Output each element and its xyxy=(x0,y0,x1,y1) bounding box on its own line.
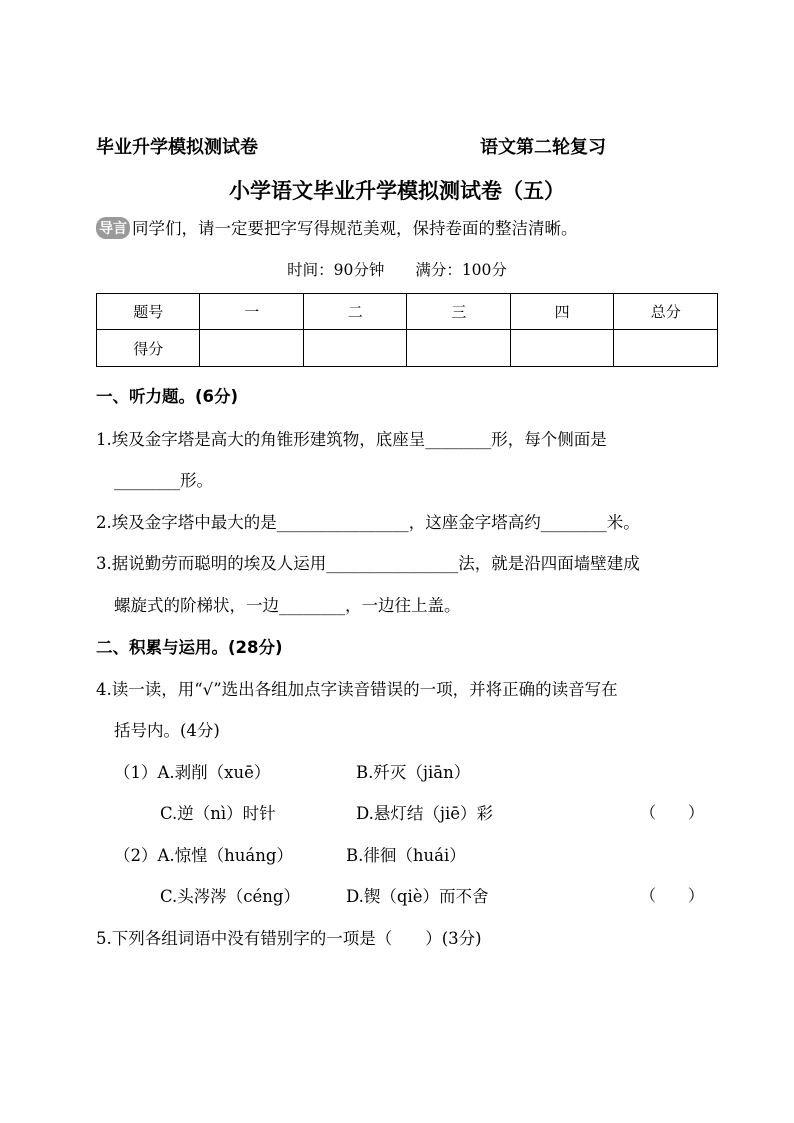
question-2: 2.埃及金字塔中最大的是________________，这座金字塔高约________米。 xyxy=(96,513,640,532)
score-header-cell: 题号 xyxy=(97,294,200,330)
section-heading-1: 一、听力题。(6分) xyxy=(96,387,239,406)
q4-group1-option-a: （1）A.剥削（xuē） xyxy=(114,763,271,782)
q4-group2-option-b: B.徘徊（huái） xyxy=(346,846,466,865)
score-cell[interactable] xyxy=(200,330,303,367)
header-left: 毕业升学模拟测试卷 xyxy=(96,137,258,158)
q4-group1-option-d: D.悬灯结（jiē）彩 xyxy=(356,804,494,823)
score-header-cell: 总分 xyxy=(614,294,718,330)
q4-group1-answer-paren[interactable]: （ ） xyxy=(640,803,705,822)
question-4-line-2: 括号内。(4分) xyxy=(114,721,220,740)
score-cell[interactable] xyxy=(510,330,613,367)
page-title: 小学语文毕业升学模拟测试卷（五） xyxy=(229,179,565,203)
score-header-cell: 二 xyxy=(303,294,406,330)
score-table-header-row xyxy=(97,294,718,330)
time-info: 时间：90分钟 满分：100分 xyxy=(287,261,507,279)
score-cell[interactable] xyxy=(407,330,510,367)
guide-badge: 导言 xyxy=(96,217,130,239)
header-right: 语文第二轮复习 xyxy=(480,137,606,158)
score-header-cell: 一 xyxy=(200,294,303,330)
q4-group1-option-c: C.逆（nì）时针 xyxy=(160,804,276,823)
q4-group2-answer-paren[interactable]: （ ） xyxy=(640,886,705,905)
score-cell[interactable] xyxy=(614,330,718,367)
q4-group2-option-c: C.头涔涔（céng） xyxy=(160,887,300,906)
q4-group1-option-b: B.歼灭（jiān） xyxy=(356,763,471,782)
guide-text: 同学们，请一定要把字写得规范美观，保持卷面的整洁清晰。 xyxy=(132,219,578,238)
q4-group2-option-a: （2）A.惊惶（huáng） xyxy=(114,846,293,865)
score-table-score-row xyxy=(97,330,718,367)
score-row-label: 得分 xyxy=(97,330,200,367)
question-1-line-1: 1.埃及金字塔是高大的角锥形建筑物，底座呈________形，每个侧面是 xyxy=(96,430,607,449)
score-table xyxy=(96,293,718,367)
q4-group2-option-d: D.锲（qiè）而不舍 xyxy=(346,887,489,906)
question-3-line-2: 螺旋式的阶梯状，一边________，一边往上盖。 xyxy=(114,596,461,615)
question-1-line-2: ________形。 xyxy=(114,471,213,490)
score-header-cell: 三 xyxy=(407,294,510,330)
section-heading-2: 二、积累与运用。(28分) xyxy=(96,638,283,657)
question-3-line-1: 3.据说勤劳而聪明的埃及人运用________________法，就是沿四面墙壁建成 xyxy=(96,554,640,573)
score-cell[interactable] xyxy=(303,330,406,367)
score-header-cell: 四 xyxy=(510,294,613,330)
question-5: 5.下列各组词语中没有错别字的一项是（ ）(3分) xyxy=(96,929,482,948)
guide-line xyxy=(96,215,578,239)
question-4-line-1: 4.读一读，用“√”选出各组加点字读音错误的一项，并将正确的读音写在 xyxy=(96,680,618,699)
